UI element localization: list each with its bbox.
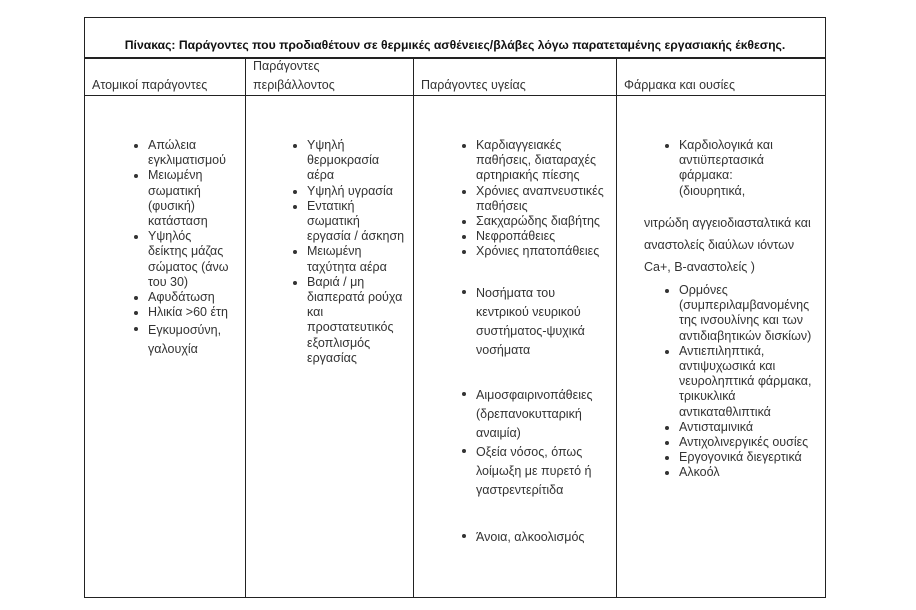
list-item: Μειωμένη ταχύτητα αέρα (307, 244, 407, 274)
list-item: Ορμόνες (συμπεριλαμβανομένης της ινσουλίνης και των αντιδιαβητικών δισκίων) (679, 283, 821, 344)
list-item: Σακχαρώδης διαβήτης (476, 214, 608, 229)
list-item: Υψηλός δείκτης μάζας σώματος (άνω του 30) (148, 229, 233, 290)
list-item: Αντιεπιληπτικά, αντιψυχωσικά και νευροληπτικά φάρμακα, τρικυκλικά αντικαταθλιπτικά (679, 344, 821, 420)
list-item: Αφυδάτωση (148, 290, 233, 305)
table-title: Πίνακας: Παράγοντες που προδιαθέτουν σε θερμικές ασθένειες/βλάβες λόγω παρατεταμένης εργασιακής έκθεσης. (124, 38, 786, 52)
list-item: Νοσήματα του κεντρικού νευρικού συστήματος-ψυχικά νοσήματα (476, 284, 601, 360)
header-health-factors: Παράγοντες υγείας (421, 78, 526, 92)
list-item: Άνοια, αλκοολισμός (476, 528, 608, 547)
list-item: Μειωμένη σωματική (φυσική) κατάσταση (148, 168, 233, 229)
list-item: Βαριά / μη διαπερατά ρούχα και προστατευτικός εξοπλισμός εργασίας (307, 275, 407, 366)
title-divider (84, 57, 826, 59)
column-divider (616, 57, 617, 598)
list-item: Εντατική σωματική εργασία / άσκηση (307, 199, 407, 245)
drugs-continuation-text: νιτρώδη αγγειοδιασταλτικά και αναστολείς διαύλων ιόντων Ca+, Β-αναστολείς ) (644, 216, 811, 274)
health-factors-list (476, 138, 608, 547)
list-item: Ηλικία >60 έτη (148, 305, 233, 320)
header-individual-factors: Ατομικοί παράγοντες (92, 78, 208, 92)
list-item: Υψηλή υγρασία (307, 184, 407, 199)
column-divider (413, 57, 414, 598)
list-item: Εγκυμοσύνη, γαλουχία (148, 321, 233, 359)
drugs-list (679, 283, 821, 481)
list-item: Υψηλή θερμοκρασία αέρα (307, 138, 407, 184)
list-item: Εργογονικά διεγερτικά (679, 450, 821, 465)
list-item: Καρδιολογικά και αντιϋπερτασικά φάρμακα: (διουρητικά, (679, 138, 789, 199)
list-item: Νεφροπάθειες (476, 229, 608, 244)
header-drugs-substances: Φάρμακα και ουσίες (624, 78, 735, 92)
list-item: Οξεία νόσος, όπως λοίμωξη με πυρετό ή γαστρεντερίτιδα (476, 443, 606, 500)
header-divider (84, 95, 826, 96)
list-item: Αλκοόλ (679, 465, 821, 480)
list-item: Καρδιαγγειακές παθήσεις, διαταραχές αρτηριακής πίεσης (476, 138, 608, 184)
environment-factors-list (307, 138, 407, 366)
list-item: Αντιχολινεργικές ουσίες (679, 435, 821, 450)
column-divider (245, 57, 246, 598)
individual-factors-list (148, 138, 233, 359)
list-item: Αιμοσφαιρινοπάθειες (δρεπανοκυτταρική αναιμία) (476, 386, 606, 443)
list-item: Χρόνιες αναπνευστικές παθήσεις (476, 184, 608, 214)
list-item: Απώλεια εγκλιματισμού (148, 138, 233, 168)
drugs-list-top (679, 138, 789, 199)
list-item: Αντισταμινικά (679, 420, 821, 435)
header-environment-factors: Παράγοντες περιβάλλοντος (253, 59, 335, 92)
list-item: Χρόνιες ηπατοπάθειες (476, 244, 608, 259)
